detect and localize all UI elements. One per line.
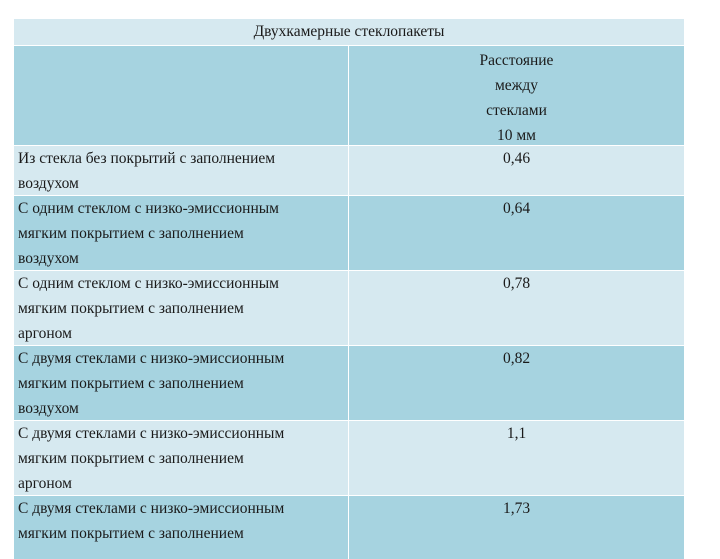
row-label bbox=[14, 421, 348, 495]
row-value: 0,78 bbox=[348, 271, 684, 345]
table-row bbox=[14, 195, 684, 270]
row-label bbox=[14, 346, 348, 420]
row-label-line: Из стекла без покрытий с заполнением bbox=[18, 150, 276, 167]
header-line: между bbox=[494, 77, 539, 94]
row-label-line: мягким покрытием с заполнением bbox=[18, 525, 244, 542]
row-value: 0,64 bbox=[348, 196, 684, 270]
row-label-line: мягким покрытием с заполнением bbox=[18, 300, 244, 317]
row-label-line: аргоном bbox=[18, 325, 72, 342]
row-label-line: мягким покрытием с заполнением bbox=[18, 375, 244, 392]
table-title-row bbox=[14, 19, 684, 45]
header-cell-distance bbox=[348, 46, 684, 145]
row-label bbox=[14, 496, 348, 559]
table-row bbox=[14, 270, 684, 345]
row-label-line: С одним стеклом с низко-эмиссионным bbox=[18, 200, 279, 217]
table-title: Двухкамерные стеклопакеты bbox=[253, 23, 445, 40]
row-label bbox=[14, 196, 348, 270]
header-line: стеклами bbox=[486, 102, 547, 119]
glazing-table bbox=[14, 19, 684, 559]
header-line: Расстояние bbox=[479, 52, 554, 69]
row-label-line: С двумя стеклами с низко-эмиссионным bbox=[18, 425, 285, 442]
row-label-line: С одним стеклом с низко-эмиссионным bbox=[18, 275, 279, 292]
table-row bbox=[14, 420, 684, 495]
row-label-line: мягким покрытием с заполнением bbox=[18, 225, 244, 242]
row-label-line: С двумя стеклами с низко-эмиссионным bbox=[18, 500, 285, 517]
table-row bbox=[14, 145, 684, 195]
header-cell-empty bbox=[14, 46, 348, 145]
row-label-line: аргоном bbox=[18, 475, 72, 492]
header-line: 10 мм bbox=[497, 127, 536, 144]
row-label-line: мягким покрытием с заполнением bbox=[18, 450, 244, 467]
row-value: 1,1 bbox=[348, 421, 684, 495]
row-label-line: воздухом bbox=[18, 250, 79, 267]
table-row bbox=[14, 495, 684, 559]
row-label-line: воздухом bbox=[18, 400, 79, 417]
table-row bbox=[14, 345, 684, 420]
table-header-row bbox=[14, 45, 684, 145]
row-label-line: воздухом bbox=[18, 175, 79, 192]
row-value: 0,46 bbox=[348, 146, 684, 195]
row-value: 1,73 bbox=[348, 496, 684, 559]
row-label bbox=[14, 271, 348, 345]
row-value: 0,82 bbox=[348, 346, 684, 420]
row-label bbox=[14, 146, 348, 195]
row-label-line: С двумя стеклами с низко-эмиссионным bbox=[18, 350, 285, 367]
